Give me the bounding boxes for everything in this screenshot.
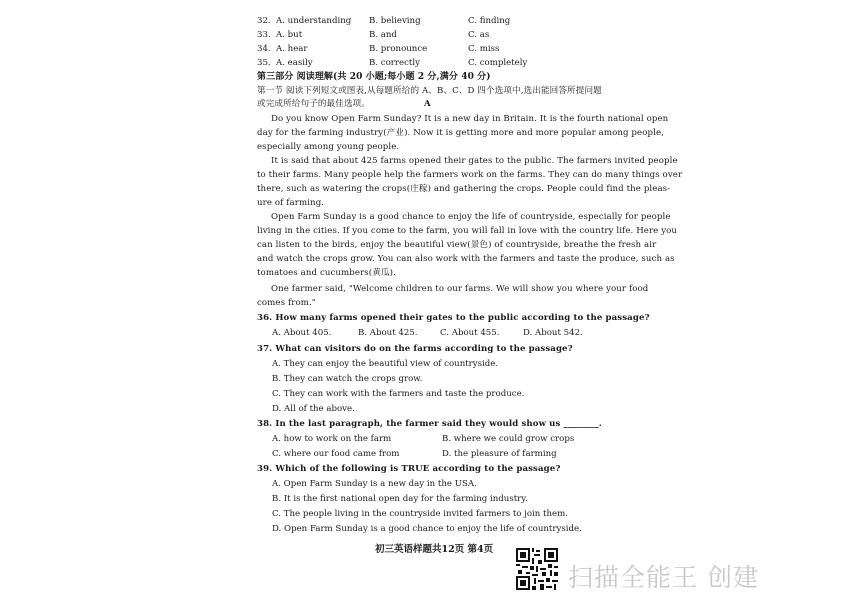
vocab-num: 35.: [257, 58, 271, 68]
passage-line: can listen to the birds, enjoy the beautiful view(景色) of countryside, breathe the fresh air: [257, 240, 657, 250]
vocab-option-a: A. easily: [276, 58, 313, 68]
passage-line: comes from.": [257, 298, 316, 308]
section-title: 第三部分 阅读理解(共 20 小题;每小题 2 分,满分 40 分): [257, 72, 491, 82]
option-c: C. where our food came from: [272, 449, 400, 459]
passage-line: day for the farming industry(产业). Now it is getting more and more popular among people,: [257, 128, 664, 138]
option-d: D. All of the above.: [272, 404, 355, 414]
passage-line: there, such as watering the crops(庄稼) and gathering the crops. People could find the pleas-: [257, 184, 671, 194]
vocab-num: 34.: [257, 44, 271, 54]
passage-line: to their farms. Many people help the farmers work on the farms. They can do many things over: [257, 170, 683, 180]
question-stem: 37. What can visitors do on the farms according to the passage?: [257, 344, 573, 354]
passage-line: Open Farm Sunday is a good chance to enjoy the life of countryside, especially for people: [271, 212, 671, 222]
vocab-option-a: A. understanding: [276, 16, 352, 26]
passage-line: ure of farming.: [257, 198, 325, 208]
instructions-line: 或完成所给句子的最佳选项。: [257, 99, 371, 109]
option-a: A. About 405.: [272, 328, 332, 338]
option-d: D. the pleasure of farming: [442, 449, 557, 459]
page-footer: 初三英语样题共12页 第4页: [375, 544, 494, 555]
question-stem: 39. Which of the following is TRUE according to the passage?: [257, 464, 561, 474]
option-a: A. Open Farm Sunday is a new day in the USA.: [272, 479, 477, 489]
option-b: B. About 425.: [358, 328, 418, 338]
vocab-option-a: A. hear: [276, 44, 308, 54]
passage-line: living in the cities. If you come to the farm, you will fall in love with the country life. Here you: [257, 226, 678, 236]
vocab-option-c: C. finding: [468, 16, 511, 26]
question-stem: 38. In the last paragraph, the farmer said they would show us ________.: [257, 419, 602, 429]
question-stem: 36. How many farms opened their gates to the public according to the passage?: [257, 313, 650, 323]
vocab-option-c: C. miss: [468, 44, 500, 54]
vocab-option-b: B. and: [369, 30, 397, 40]
passage-line: tomatoes and cucumbers(黄瓜).: [257, 268, 396, 278]
vocab-num: 32.: [257, 16, 271, 26]
option-c: C. The people living in the countryside invited farmers to join them.: [272, 509, 569, 519]
vocab-option-b: B. correctly: [369, 58, 420, 68]
vocab-num: 33.: [257, 30, 271, 40]
option-d: D. Open Farm Sunday is a good chance to enjoy the life of countryside.: [272, 524, 582, 534]
option-b: B. where we could grow crops: [442, 434, 575, 444]
vocab-option-c: C. completely: [468, 58, 528, 68]
vocab-option-c: C. as: [468, 30, 490, 40]
passage-label: A: [424, 99, 431, 109]
passage-line: Do you know Open Farm Sunday? It is a new day in Britain. It is the fourth national open: [271, 114, 669, 124]
passage-line: It is said that about 425 farms opened their gates to the public. The farmers invited people: [271, 156, 678, 166]
option-a: A. They can enjoy the beautiful view of countryside.: [272, 359, 499, 369]
option-a: A. how to work on the farm: [272, 434, 392, 444]
vocab-option-b: B. believing: [369, 16, 421, 26]
option-c: C. They can work with the farmers and taste the produce.: [272, 389, 525, 399]
passage-line: especially among young people.: [257, 142, 400, 152]
option-b: B. They can watch the crops grow.: [272, 374, 423, 384]
instructions-line: 第一节 阅读下列短文或图表,从每题所给的 A、B、C、D 四个选项中,选出能回答所提问题: [257, 86, 602, 96]
vocab-option-b: B. pronounce: [369, 44, 428, 54]
scanner-watermark: 扫描全能王 创建: [568, 563, 759, 592]
option-b: B. It is the first national open day for the farming industry.: [272, 494, 528, 504]
passage-line: One farmer said, "Welcome children to our farms. We will show you where your food: [271, 284, 649, 294]
qr-code-icon: [516, 548, 558, 590]
option-c: C. About 455.: [440, 328, 500, 338]
vocab-option-a: A. but: [276, 30, 303, 40]
passage-line: and watch the crops grow. You can also work with the farmers and taste the produce, such as: [257, 254, 675, 264]
option-d: D. About 542.: [523, 328, 583, 338]
